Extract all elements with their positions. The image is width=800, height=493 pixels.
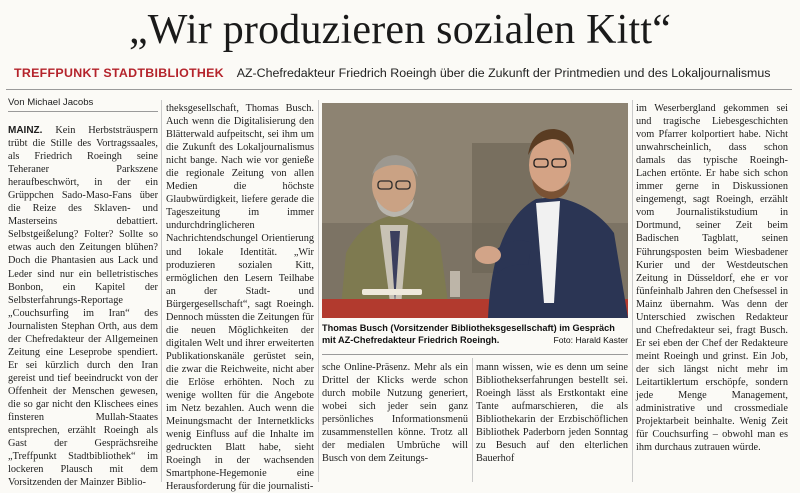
column-3-text: sche Online-Präsenz. Mehr als ein Drittel der Klicks werde schon durch mobile Nutzung generiert, wobei sich jeder sein ganz persönliches Informationsmenü zusammenstellen könne. Trotz all der medialen Umbrüche will Busch von dem Zeitungs- (322, 362, 468, 465)
column-4-text: mann wissen, wie es denn um seine Bibliothekserfahrungen bestellt sei. Roeingh lässt als Erstkontakt eine Tante aufmarschieren, die als Bibliothekarin der Erzbischöflichen Bibliothek Paderborn jeden Sonntag zu Besuch auf den elterlichen Bauerhof (476, 362, 628, 465)
column-4 (476, 361, 628, 480)
subheadline: AZ-Chefredakteur Friedrich Roeingh über die Zukunft der Printmedien und des Lokaljournalismus (236, 66, 771, 80)
article-photo (322, 103, 628, 318)
column-divider (161, 100, 162, 482)
photo-caption (322, 322, 628, 346)
column-2-text: theksgesellschaft, Thomas Busch. Auch wenn die Digitalisierung den Blätterwald aufpeitscht, sei ihm um die Zukunft des Lokaljournalismus nicht bange. Nach wie vor genieße die regionale Zeitung von allen Medien die höchste Glaubwürdigkeit, liefere gerade die Tageszeitung im immer undurchdringlicheren Nachrichtendschungel Orientierung und lokale Identität. „Wir produzieren sozialen Kitt, ermöglichen den Lesern Teilhabe an der Stadt- und Bürgergesellschaft“, sagt Roeingh. Dennoch müssten die Zeitungen für die neuen Möglichkeiten der digitalen Welt und ihrer erweiterten Publikationskanäle gerüstet sein, die zwar die Reichweite, nicht aber die Erlöse erhöhten. Noch zu wenige wollten für die Angebote im Netz bezahlen. Auch wenn die Meinungsmacht der Internetklicks wenig Einfluss auf die Inhalte im gedruckten Blatt habe, sieht Roeingh in der wachsenden Smartphone-Hegemonie eine Herausforderung für die journalisti- (166, 103, 314, 493)
column-divider (472, 358, 473, 482)
byline-rule (8, 111, 158, 112)
headline: „Wir produzieren sozialen Kitt“ (128, 7, 672, 53)
caption-rule (322, 354, 628, 355)
kicker: TREFFPUNKT STADTBIBLIOTHEK (14, 66, 224, 80)
column-2 (166, 102, 314, 493)
column-1 (8, 124, 158, 489)
dateline: MAINZ. (8, 125, 43, 136)
column-5-text: im Weserbergland gekommen sei und tragische Liebesgeschichten vom Pfarrer kolportiert habe. Nicht unwahrscheinlich, dass schon damals das typische Roeingh-Lachen ertönte. Er habe sich schon immer gerne in Diskussionen eingemengt, sagt Roeingh, erzählt vom Journalistikstudium in Dortmund, seiner Zeit beim Badischen Tagblatt, seinen Führungsposten beim Wiesbadener Kurier und der Westdeutschen Zeitung in Düsseldorf, ehe er vor fünfeinhalb Jahren den Chefsessel in Mainz übernahm. Was denn der Unterschied zwischen Redakteur und Chefredakteur sei, fragt Busch. Er sei eben der Chef der Redakteure meint Roeingh und grinst. Ein Job, der sich längst nicht mehr im Leitartiklertum erschöpfe, sondern jede Menge Management, administrative und crossmediale Projektarbeit beinhalte. Wenig Zeit für Couchsurfing – obwohl man es ihm durchaus zutrauen würde. (636, 103, 788, 454)
column-5 (636, 102, 788, 480)
header-rule (6, 89, 792, 90)
caption-text: Thomas Busch (Vorsitzender Bibliotheksgesellschaft) im Gespräch mit AZ-Chefredakteur Friedrich Roeingh. (322, 323, 615, 345)
kicker-row (14, 66, 790, 80)
column-divider (632, 100, 633, 482)
column-divider (318, 100, 319, 482)
photo-illustration (322, 103, 628, 318)
photo-credit: Foto: Harald Kaster (553, 335, 628, 345)
byline: Von Michael Jacobs (8, 97, 94, 108)
column-3 (322, 361, 468, 480)
column-1-text: Kein Herbststräuspern trübt die Stille des Vortragssaales, als Friedrich Roeingh seine Teheraner Parkszene heraufbeschwört, in der ein Grüppchen Sado-Maso-Fans über die Reize des Sklaven- und Masterseins debattiert. Selbstgeißelung? Folter? Sollte so etwas auch den Zeitungen blühen? Doch die Phantasien aus Lack und Leder sind nur ein belletristisches Bonbon, ein Kapitel der Selbsterfahrungs-Reportage „Couchsurfing im Iran“ des Journalisten Stephan Orth, aus dem der Chefredakteur der Allgemeinen Zeitung eine Leseprobe spendiert. Er sei kürzlich durch den Iran gereist und tief beeindruckt von der Offenheit der Menschen gewesen, die so gar nicht den Klischees eines finsteren Mullah-Staates entsprechen, erzählt Roeingh als Gast der Gesprächsreihe „Treffpunkt Stadtbibliothek“ im lockeren Plausch mit dem Vorsitzenden der Mainzer Biblio- (8, 125, 158, 489)
